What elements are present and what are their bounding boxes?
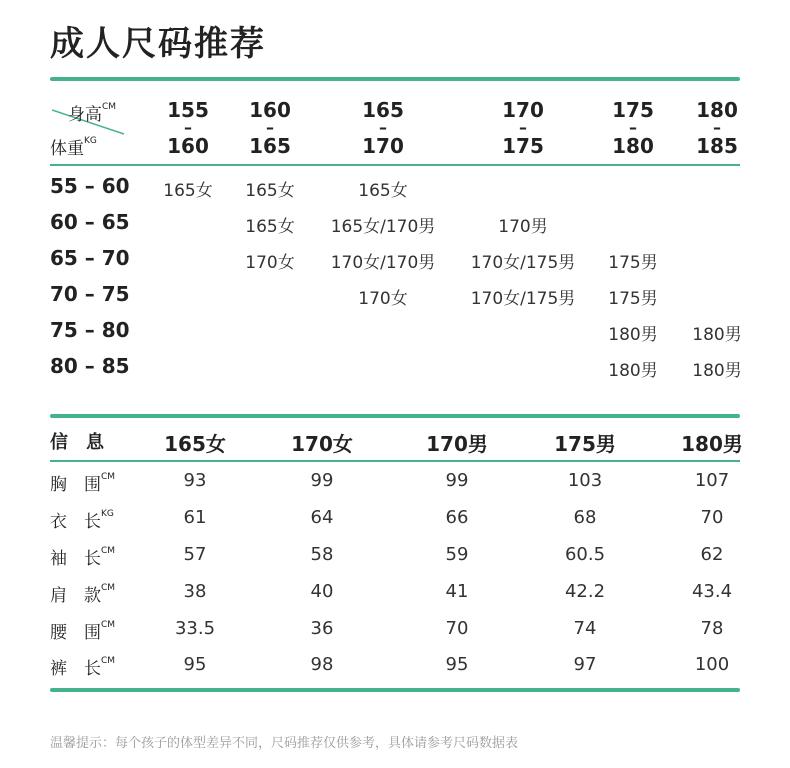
- weight-corner-label: 体重$^{KG}$: [50, 136, 97, 159]
- size-recommendation-cell: 165女: [358, 181, 408, 201]
- top-divider: [50, 77, 740, 81]
- measurement-value: 41: [445, 581, 469, 602]
- size-recommendation-cell: 165女: [163, 181, 213, 201]
- size-column-header: 170男: [426, 432, 488, 456]
- measurement-value: 70: [700, 507, 724, 528]
- measurement-value: 74: [573, 618, 597, 639]
- tip-note: 温馨提示：每个孩子的体型差异不同，尺码推荐仅供参考，具体请参考尺码数据表: [50, 736, 519, 751]
- size-recommendation-cell: 180男: [608, 325, 658, 345]
- measurement-value: 40: [310, 581, 334, 602]
- weight-range-label: 80 – 85: [50, 354, 130, 378]
- size-recommendation-cell: 170女/170男: [330, 253, 436, 273]
- size-column-header: 165女: [164, 432, 226, 456]
- measurement-unit: CM: [101, 656, 116, 666]
- measurement-value: 95: [183, 654, 207, 675]
- weight-range-label: 55 – 60: [50, 174, 130, 198]
- weight-range-label: 60 – 65: [50, 210, 130, 234]
- measurement-value: 93: [183, 470, 207, 491]
- measurement-value: 58: [310, 544, 334, 565]
- size-recommendation-cell: 175男: [608, 289, 658, 309]
- height-range-end: 160: [167, 134, 209, 158]
- size-recommendation-cell: 175男: [608, 253, 658, 273]
- height-range-end: 180: [612, 134, 654, 158]
- table2-header-divider: [50, 460, 740, 462]
- measurement-unit: CM: [101, 620, 116, 630]
- height-range-start: 165: [362, 98, 404, 122]
- measurement-value: 61: [183, 507, 207, 528]
- height-range-dash: –: [184, 118, 192, 137]
- measurement-value: 66: [445, 507, 469, 528]
- measurement-name: 腰 围: [50, 623, 101, 643]
- measurement-value: 36: [310, 618, 334, 639]
- size-recommendation-cell: 165女/170男: [330, 217, 436, 237]
- size-column-header: 180男: [681, 432, 743, 456]
- measurement-value: 70: [445, 618, 469, 639]
- measurement-value: 95: [445, 654, 469, 675]
- weight-range-label: 70 – 75: [50, 282, 130, 306]
- size-recommendation-cell: 165女: [245, 217, 295, 237]
- size-recommendation-cell: 170女: [245, 253, 295, 273]
- page-title: 成人尺码推荐: [50, 24, 266, 64]
- measurement-value: 57: [183, 544, 207, 565]
- size-recommendation-cell: 170男: [498, 217, 548, 237]
- measurement-label: [50, 618, 115, 643]
- measurement-value: 59: [445, 544, 469, 565]
- measurement-value: 97: [573, 654, 597, 675]
- measurement-value: 99: [445, 470, 469, 491]
- measurement-value: 99: [310, 470, 334, 491]
- measurement-value: 42.2: [564, 581, 606, 602]
- height-range-start: 170: [502, 98, 544, 122]
- table1-header-divider: [50, 164, 740, 166]
- measurement-value: 107: [694, 470, 730, 491]
- bottom-divider: [50, 688, 740, 692]
- measurement-unit: CM: [101, 583, 116, 593]
- height-range-start: 160: [249, 98, 291, 122]
- measurement-name: 衣 长: [50, 512, 101, 532]
- measurement-value: 98: [310, 654, 334, 675]
- weight-range-label: 75 – 80: [50, 318, 130, 342]
- measurement-value: 78: [700, 618, 724, 639]
- info-header-label: 信 息: [50, 432, 104, 453]
- measurement-unit: CM: [101, 472, 116, 482]
- height-range-start: 155: [167, 98, 209, 122]
- height-range-dash: –: [713, 118, 721, 137]
- height-range-end: 170: [362, 134, 404, 158]
- height-range-dash: –: [629, 118, 637, 137]
- measurement-value: 68: [573, 507, 597, 528]
- measurement-unit: CM: [101, 546, 116, 556]
- height-range-dash: –: [379, 118, 387, 137]
- measurement-name: 肩 款: [50, 586, 101, 606]
- measurement-value: 60.5: [564, 544, 606, 565]
- size-recommendation-cell: 180男: [692, 361, 742, 381]
- size-recommendation-cell: 170女/175男: [470, 289, 576, 309]
- size-column-header: 170女: [291, 432, 353, 456]
- weight-range-label: 65 – 70: [50, 246, 130, 270]
- measurement-label: [50, 654, 115, 679]
- measurement-unit: KG: [101, 509, 114, 519]
- size-recommendation-cell: 170女: [358, 289, 408, 309]
- measurement-name: 袖 长: [50, 549, 101, 569]
- measurement-value: 38: [183, 581, 207, 602]
- measurement-value: 103: [567, 470, 603, 491]
- size-column-header: 175男: [554, 432, 616, 456]
- measurement-label: [50, 470, 115, 495]
- measurement-value: 64: [310, 507, 334, 528]
- measurement-value: 62: [700, 544, 724, 565]
- height-range-end: 175: [502, 134, 544, 158]
- measurement-value: 43.4: [691, 581, 733, 602]
- measurement-label: [50, 581, 115, 606]
- measurement-value: 33.5: [174, 618, 216, 639]
- measurement-name: 胸 围: [50, 475, 101, 495]
- measurement-label: [50, 507, 114, 532]
- height-corner-label: 身高$^{CM}$: [68, 102, 117, 125]
- height-range-dash: –: [266, 118, 274, 137]
- height-range-dash: –: [519, 118, 527, 137]
- size-recommendation-cell: 180男: [608, 361, 658, 381]
- size-recommendation-cell: 180男: [692, 325, 742, 345]
- height-range-end: 165: [249, 134, 291, 158]
- size-recommendation-cell: 170女/175男: [470, 253, 576, 273]
- measurement-label: [50, 544, 115, 569]
- size-recommendation-cell: 165女: [245, 181, 295, 201]
- measurement-name: 裤 长: [50, 659, 101, 679]
- height-range-start: 175: [612, 98, 654, 122]
- height-range-start: 180: [696, 98, 738, 122]
- middle-divider: [50, 414, 740, 418]
- height-range-end: 185: [696, 134, 738, 158]
- measurement-value: 100: [694, 654, 730, 675]
